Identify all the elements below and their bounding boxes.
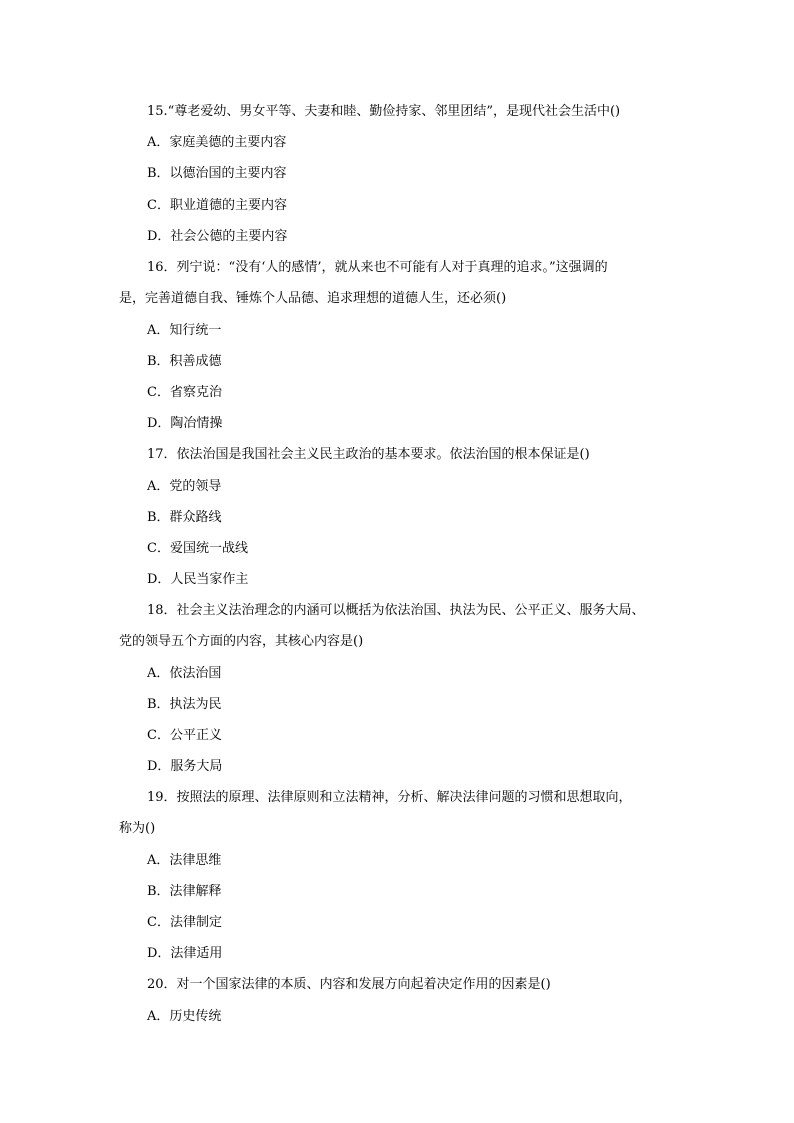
question-20-option-a: A．历史传统: [147, 1009, 222, 1024]
question-16-option-d: D．陶冶情操: [147, 416, 223, 431]
question-18-text-line-1: 18．社会主义法治理念的内涵可以概括为依法治国、执法为民、公平正义、服务大局、: [147, 603, 645, 618]
question-19-text-line-1: 19．按照法的原理、法律原则和立法精神，分析、解决法律问题的习惯和思想取向，: [147, 790, 632, 805]
question-16-text-line-2: 是，完善道德自我、锤炼个人品德、追求理想的道德人生，还必须(): [119, 291, 507, 306]
question-19-option-a: A．法律思维: [147, 853, 222, 868]
question-17-text: 17．依法治国是我国社会主义民主政治的基本要求。依法治国的根本保证是(): [147, 447, 590, 462]
question-20-text: 20．对一个国家法律的本质、内容和发展方向起着决定作用的因素是(): [147, 977, 551, 992]
question-16-text-line-1: 16．列宁说：“没有‘人的感情’，就从来也不可能有人对于真理的追求。”这强调的: [147, 260, 608, 275]
question-16-option-c: C．省察克治: [147, 385, 222, 400]
question-19-option-b: B．法律解释: [147, 884, 222, 899]
question-15-option-a: A．家庭美德的主要内容: [147, 135, 287, 150]
question-17-option-b: B．群众路线: [147, 510, 222, 525]
question-16-option-a: A．知行统一: [147, 323, 222, 338]
question-16-option-b: B．积善成德: [147, 354, 222, 369]
question-15-option-d: D．社会公德的主要内容: [147, 229, 288, 244]
question-17-option-a: A．党的领导: [147, 479, 222, 494]
question-17-option-d: D．人民当家作主: [147, 572, 249, 587]
question-19-option-c: C．法律制定: [147, 915, 222, 930]
question-18-option-a: A．依法治国: [147, 666, 222, 681]
question-19-text-line-2: 称为(): [119, 821, 156, 836]
question-15-text: 15.“尊老爱幼、男女平等、夫妻和睦、勤俭持家、邻里团结”，是现代社会生活中(): [147, 104, 621, 119]
question-15-option-b: B．以德治国的主要内容: [147, 166, 287, 181]
question-18-option-c: C．公平正义: [147, 728, 222, 743]
question-19-option-d: D．法律适用: [147, 946, 223, 961]
question-18-text-line-2: 党的领导五个方面的内容，其核心内容是(): [119, 634, 364, 649]
question-18-option-b: B．执法为民: [147, 697, 222, 712]
question-18-option-d: D．服务大局: [147, 759, 223, 774]
question-15-option-c: C．职业道德的主要内容: [147, 198, 287, 213]
question-17-option-c: C．爱国统一战线: [147, 541, 248, 556]
